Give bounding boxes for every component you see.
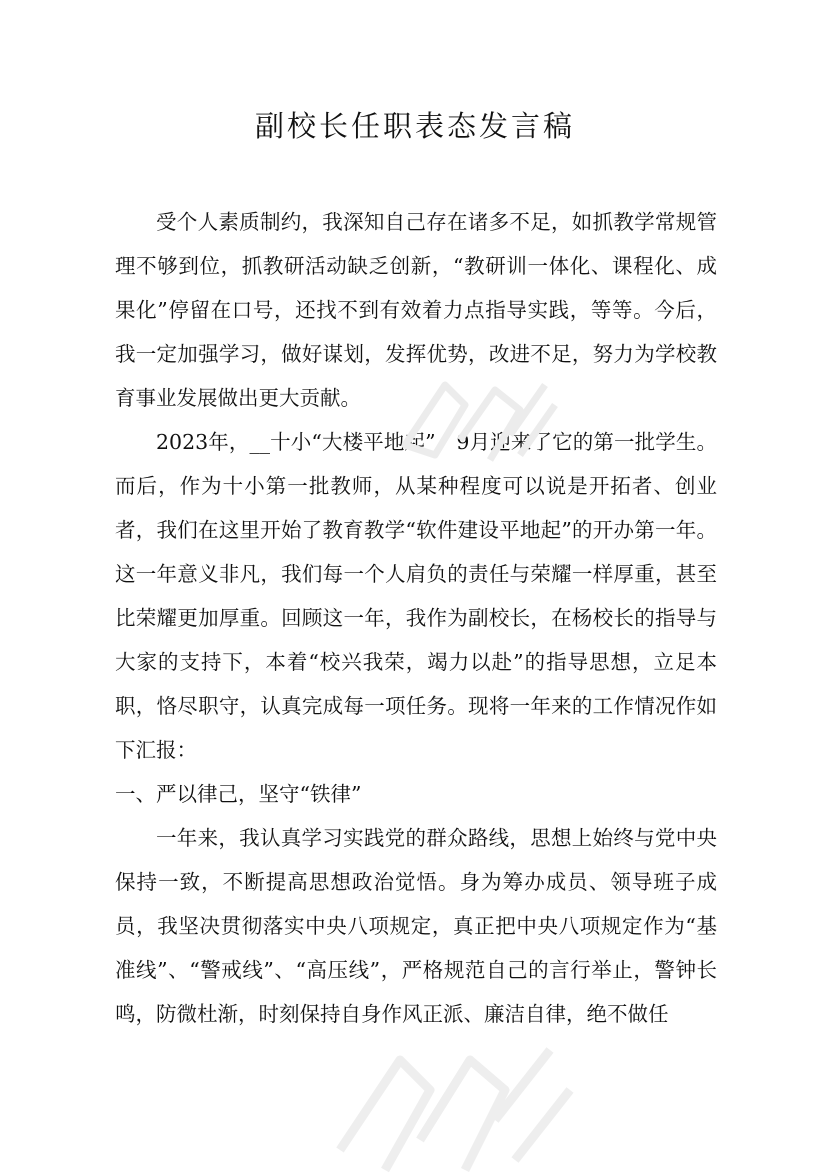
paragraph-1: 受个人素质制约，我深知自己存在诸多不足，如抓教学常规管理不够到位，抓教研活动缺乏创新，“教研训一体化、课程化、成果化”停留在口号，还找不到有效着力点指导实践，等等。今后，我一定加强学习，做好谋划，发挥优势，改进不足，努力为学校教育事业发展做出更大贡献。 [115,210,717,410]
section-paragraph: 一年来，我认真学习实践党的群众路线，思想上始终与党中央保持一致，不断提高思想政治觉悟。身为筹办成员、领导班子成员，我坚决贯彻落实中央八项规定，真正把中央八项规定作为“基准线”、“警戒线”、“高压线”，严格规范自己的言行举止，警钟长鸣，防微杜渐，时刻保持自身作风正派、廉洁自律，绝不做任 [115,826,717,1026]
section-heading: 一、严以律己，坚守“铁律” [115,782,362,806]
paragraph-2: 2023年，__十小“大楼平地起”，9月迎来了它的第一批学生。而后，作为十小第一批教师，从某种程度可以说是开拓者、创业者，我们在这里开始了教育教学“软件建设平地起”的开办第一年。这一年意义非凡，我们每一个人肩负的责任与荣耀一样厚重，甚至比荣耀更加厚重。回顾这一年，我作为副校长，在杨校长的指导与大家的支持下，本着“校兴我荣，竭力以赴”的指导思想，立足本职，恪尽职守，认真完成每一项任务。现将一年来的工作情况作如下汇报： [115,430,717,762]
document-body [115,200,717,1036]
page-title: 副校长任职表态发言稿 [254,109,575,143]
